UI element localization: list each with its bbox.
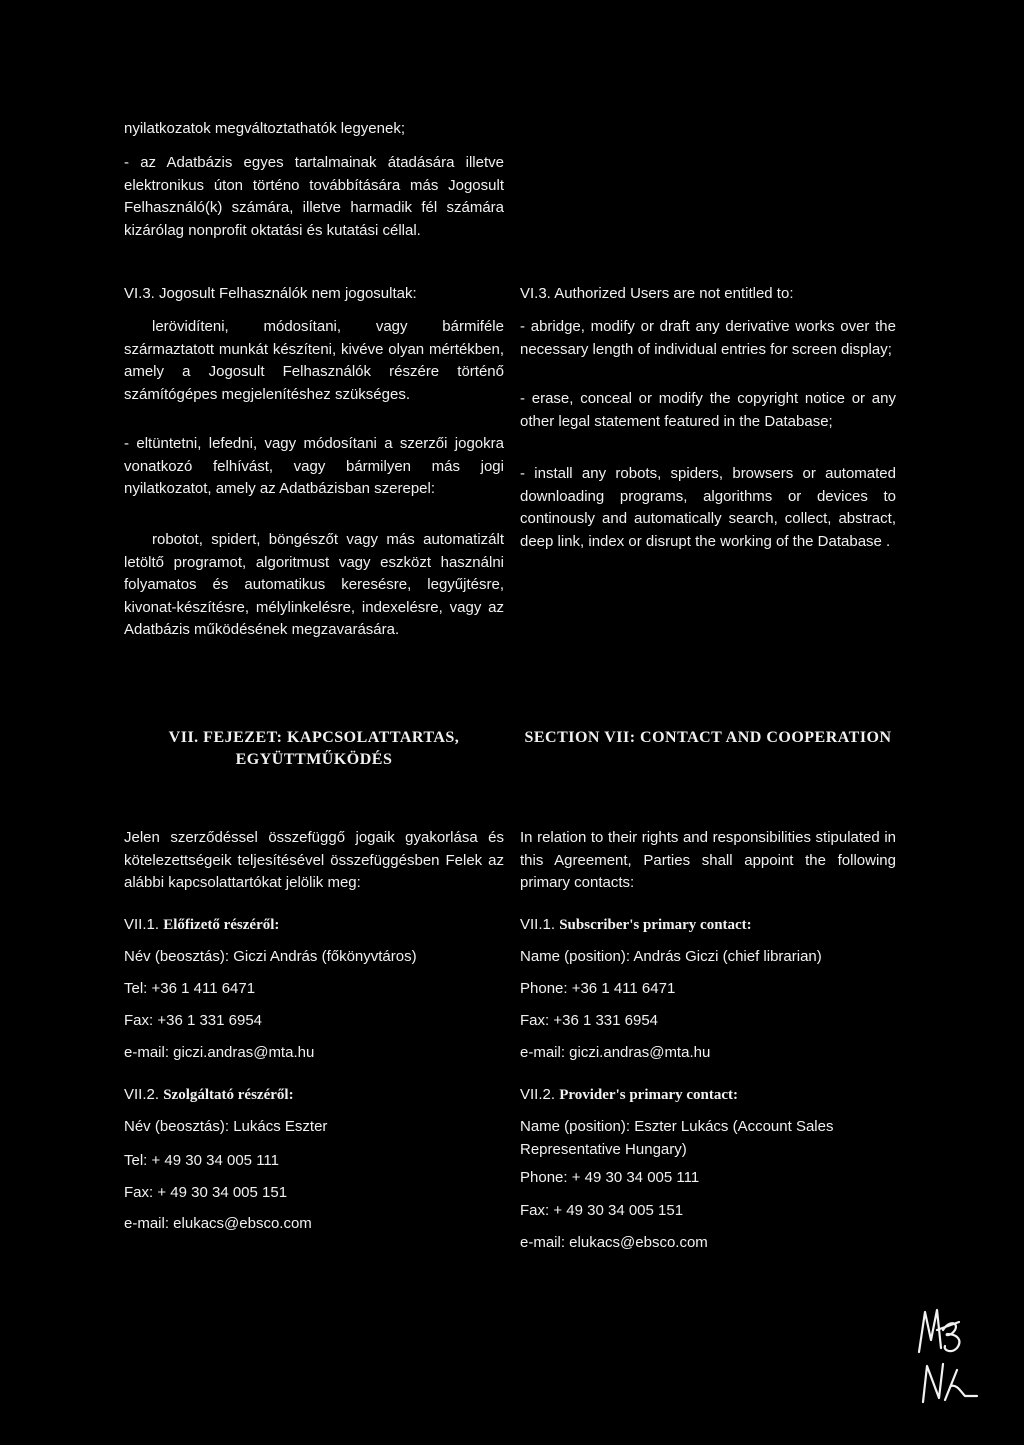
left-contact-2-email: e-mail: elukacs@ebsco.com [124,1215,312,1232]
left-contact-1-tel: Tel: +36 1 411 6471 [124,980,256,997]
left-contact-2-fax: Fax: + 49 30 34 005 151 [124,1184,288,1201]
left-contacts-intro: Jelen szerződéssel összefüggő jogaik gyakorlása és kötelezettségeik teljesítésével összefüggésben Felek az alábbi kapcsolattartókat jelölik meg: [124,829,504,891]
left-vi3-erase: - eltüntetni, lefedni, vagy módosítani a szerzői jogokra vonatkozó felhívást, vagy bármilyen más jogi nyilatkozatot, amely az Adatbázisban szerepel: [124,435,504,497]
right-vi3-title: VI.3. Authorized Users are not entitled to: [520,285,794,302]
left-vi3-title: VI.3. Jogosult Felhasználók nem jogosultak: [124,285,417,302]
right-vi3-abridge: - abridge, modify or draft any derivative works over the necessary length of individual entries for screen display; [520,318,896,358]
left-contact-1-title: Előfizető részéről: [163,917,280,933]
left-contact-1-number: VII.1. [124,916,160,933]
right-contact-1-heading [520,916,752,934]
left-contact-1-heading [124,916,279,934]
right-contact-2-email: e-mail: elukacs@ebsco.com [520,1234,708,1251]
right-vi3-erase: - erase, conceal or modify the copyright notice or any other legal statement featured in the Database; [520,390,896,430]
right-contact-2-name: Name (position): Eszter Lukács (Account Sales Representative Hungary) [520,1118,834,1158]
left-contact-2-name: Név (beosztás): Lukács Eszter [124,1118,328,1135]
left-contact-1-fax: Fax: +36 1 331 6954 [124,1012,263,1029]
right-contact-2-phone: Phone: + 49 30 34 005 111 [520,1169,700,1186]
left-section-heading: VII. FEJEZET: KAPCSOLATTARTAS, EGYÜTTMŰKÖDÉS [168,729,460,768]
right-vi3-robots: - install any robots, spiders, browsers or automated downloading programs, algorithms or devices to continously and automatically search, collect, abstract, deep link, index or disrupt the working of the Database . [520,465,896,550]
left-contact-2-heading [124,1086,294,1104]
right-contact-2-title: Provider's primary contact: [559,1087,739,1103]
left-vi3-abridge: lerövidíteni, módosítani, vagy bármiféle származtatott munkát készíteni, kivéve olyan mértékben, amely a Jogosult Felhasználók részére történő számítógépes megjelenítéshez szükséges. [124,318,504,403]
left-continuation-text: nyilatkozatok megváltoztathatók legyenek; [124,120,405,137]
right-contacts-intro: In relation to their rights and responsibilities stipulated in this Agreement, Parties shall appoint the following primary contacts: [520,829,896,891]
handwritten-initials [905,1300,985,1410]
right-contact-1-number: VII.1. [520,916,556,933]
left-vi3-robots: robotot, spidert, böngészőt vagy más automatizált letöltő programot, algoritmust vagy eszközt használni folyamatos és automatikus keresésre, legyűjtésre, kivonat-készítésre, mélylinkelésre, indexelésre, vagy az Adatbázis működésének megzavarására. [124,531,504,638]
left-contact-2-number: VII.2. [124,1086,160,1103]
right-contact-1-fax: Fax: +36 1 331 6954 [520,1012,659,1029]
initials-mark-bottom [923,1364,977,1402]
right-contact-1-title: Subscriber's primary contact: [559,917,752,933]
left-contact-2-title: Szolgáltató részéről: [163,1087,294,1103]
left-contact-1-email: e-mail: giczi.andras@mta.hu [124,1044,315,1061]
right-contact-1-phone: Phone: +36 1 411 6471 [520,980,676,997]
right-contact-1-name: Name (position): András Giczi (chief librarian) [520,948,822,965]
left-contact-2-tel: Tel: + 49 30 34 005 111 [124,1152,279,1169]
left-clause-data-transfer: - az Adatbázis egyes tartalmainak átadására illetve elektronikus úton történo továbbítására más Jogosult Felhasználó(k) számára, illetve harmadik fél számára kizárólag nonprofit oktatási és kutatási céllal. [124,154,504,239]
left-contact-1-name: Név (beosztás): Giczi András (főkönyvtáros) [124,948,417,965]
initials-mark-top [919,1310,959,1352]
right-contact-2-heading [520,1086,738,1104]
right-section-heading: SECTION VII: CONTACT AND COOPERATION [524,729,892,746]
right-contact-1-email: e-mail: giczi.andras@mta.hu [520,1044,711,1061]
right-contact-2-fax: Fax: + 49 30 34 005 151 [520,1202,684,1219]
right-contact-2-number: VII.2. [520,1086,556,1103]
